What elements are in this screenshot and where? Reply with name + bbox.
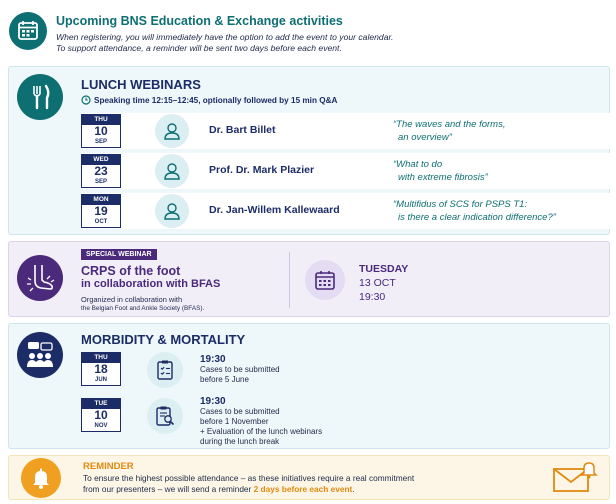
mm-event-details: 19:30 Cases to be submitted before 1 November + Evaluation of the lunch webinars during the lunch break bbox=[200, 396, 323, 446]
webinar-row[interactable] bbox=[81, 193, 615, 229]
date-badge: THU 10 SEP bbox=[81, 114, 121, 148]
special-datetime: TUESDAY 13 OCT 19:30 bbox=[359, 263, 409, 303]
clock-icon bbox=[81, 95, 91, 105]
webinar-topic: “The waves and the forms, an overview” bbox=[393, 119, 506, 143]
date-badge: MON 19 OCT bbox=[81, 194, 121, 228]
date-badge: THU 18 JUN bbox=[81, 352, 121, 386]
webinar-row[interactable] bbox=[81, 113, 615, 149]
divider bbox=[289, 252, 290, 308]
page-title: Upcoming BNS Education & Exchange activities bbox=[56, 14, 343, 28]
envelope-bell-icon bbox=[551, 461, 599, 500]
person-icon bbox=[155, 154, 189, 188]
speaking-time bbox=[81, 95, 337, 105]
person-icon bbox=[155, 114, 189, 148]
date-badge: WED 23 SEP bbox=[81, 154, 121, 188]
lunch-webinars-panel bbox=[8, 66, 610, 235]
calendar-icon bbox=[9, 12, 47, 50]
subtitle-line-1: When registering, you will immediately have the option to add the event to your calendar. bbox=[56, 32, 394, 42]
morbidity-mortality-panel bbox=[8, 323, 610, 449]
person-icon bbox=[155, 194, 189, 228]
page-subtitle bbox=[56, 32, 393, 54]
speaker-name: Prof. Dr. Mark Plazier bbox=[209, 164, 315, 176]
clipboard-search-icon bbox=[147, 398, 183, 434]
clipboard-checklist-icon bbox=[147, 352, 183, 388]
date-badge: TUE 10 NOV bbox=[81, 398, 121, 432]
webinar-topic: “Multifidus of SCS for PSPS T1: is there a clear indication difference?” bbox=[393, 199, 556, 223]
special-subtitle: in collaboration with BFAS bbox=[81, 278, 221, 290]
reminder-text: To ensure the highest possible attendance – as these initiatives require a real commitment from our presenters – we will send a reminder 2 days before each event. bbox=[83, 473, 415, 494]
special-webinar-panel[interactable] bbox=[8, 241, 610, 317]
group-discussion-icon bbox=[17, 332, 63, 378]
page-header bbox=[0, 0, 616, 64]
special-webinar-badge: SPECIAL WEBINAR bbox=[81, 249, 157, 260]
speaker-name: Dr. Jan-Willem Kallewaard bbox=[209, 204, 340, 216]
speaking-time-text: Speaking time 12:15–12:45, optionally followed by 15 min Q&A bbox=[94, 95, 338, 105]
lunch-title: LUNCH WEBINARS bbox=[81, 77, 201, 92]
bell-icon bbox=[21, 458, 61, 498]
webinar-topic: “What to do with extreme fibrosis” bbox=[393, 159, 488, 183]
special-title: CRPS of the foot bbox=[81, 264, 181, 278]
reminder-title: REMINDER bbox=[83, 461, 134, 472]
mm-event-details: 19:30 Cases to be submitted before 5 June bbox=[200, 354, 280, 384]
calendar-icon bbox=[305, 260, 345, 300]
special-organizer: Organized in collaboration with the Belgian Foot and Ankle Society (BFAS). bbox=[81, 295, 205, 312]
cutlery-icon bbox=[17, 74, 63, 120]
reminder-panel bbox=[8, 455, 610, 500]
subtitle-line-2: To support attendance, a reminder will be sent two days before each event. bbox=[56, 43, 342, 53]
morbidity-title: MORBIDITY & MORTALITY bbox=[81, 332, 246, 347]
webinar-row[interactable] bbox=[81, 153, 615, 189]
speaker-name: Dr. Bart Billet bbox=[209, 124, 276, 136]
foot-icon bbox=[17, 255, 63, 301]
